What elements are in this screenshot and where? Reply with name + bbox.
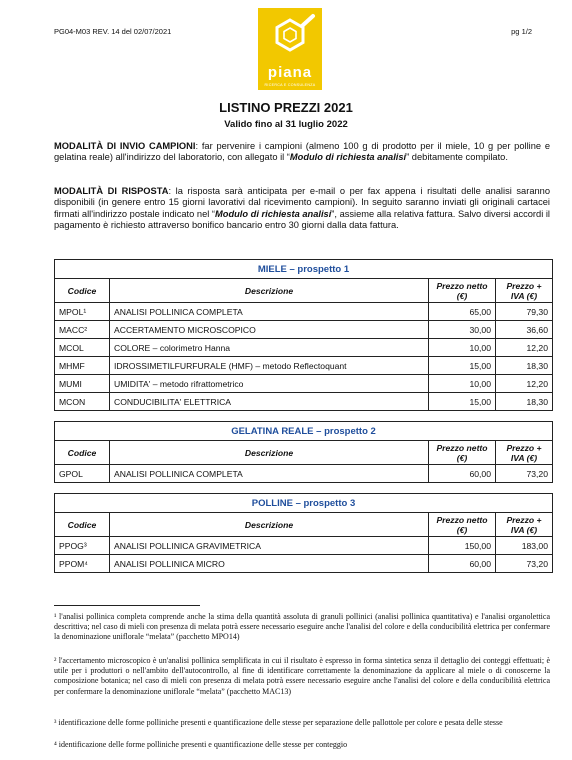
cell-description: ACCERTAMENTO MICROSCOPICO <box>110 321 429 339</box>
paragraph-risposta <box>54 186 550 231</box>
cell-price-iva: 73,20 <box>496 465 553 483</box>
cell-net-price: 10,00 <box>429 375 496 393</box>
price-table-polline <box>54 493 553 573</box>
column-header-description: Descrizione <box>110 513 429 537</box>
cell-price-iva: 18,30 <box>496 357 553 375</box>
company-logo <box>258 8 322 90</box>
cell-code: MCON <box>55 393 110 411</box>
table-title: POLLINE – prospetto 3 <box>55 494 553 513</box>
cell-code: MCOL <box>55 339 110 357</box>
cell-description: CONDUCIBILITA' ELETTRICA <box>110 393 429 411</box>
cell-code: GPOL <box>55 465 110 483</box>
cell-net-price: 65,00 <box>429 303 496 321</box>
cell-description: UMIDITA' – metodo rifrattometrico <box>110 375 429 393</box>
table-title: GELATINA REALE – prospetto 2 <box>55 422 553 441</box>
page-title: LISTINO PREZZI 2021 <box>219 100 353 115</box>
price-table-miele <box>54 259 553 411</box>
footnote-3: ³ identificazione delle forme polliniche presenti e quantificazione delle stesse per separazione delle pallottole per colore e pesata delle stesse <box>54 718 503 727</box>
cell-description: ANALISI POLLINICA GRAVIMETRICA <box>110 537 429 555</box>
cell-code: MUMI <box>55 375 110 393</box>
cell-net-price: 10,00 <box>429 339 496 357</box>
cell-price-iva: 12,20 <box>496 339 553 357</box>
paragraph-text: : la risposta sarà anticipata per e-mail o per fax appena i risultati delle analisi saranno disponibili (in genere entro 15 giorni lavorativi dal ricevimento campioni). In seguito saranno inviati gli originali cartacei firmati all'indirizzo postale indicato nel “ <box>54 186 551 219</box>
paragraph-label: MODALITÀ DI INVIO CAMPIONI <box>54 141 196 151</box>
cell-net-price: 15,00 <box>429 357 496 375</box>
cell-price-iva: 36,60 <box>496 321 553 339</box>
table-row <box>55 321 553 339</box>
hexagon-magnifier-icon <box>258 8 322 64</box>
column-header-description: Descrizione <box>110 279 429 303</box>
cell-net-price: 150,00 <box>429 537 496 555</box>
cell-price-iva: 73,20 <box>496 555 553 573</box>
cell-net-price: 30,00 <box>429 321 496 339</box>
paragraph-text: : far pervenire i campioni (almeno 100 g di prodotto per il miele, 10 g per polline e gelatina reale) all'indirizzo del laboratorio, con allegato il “ <box>54 141 550 163</box>
paragraph-invio-campioni <box>54 141 550 164</box>
table-row <box>55 357 553 375</box>
column-header-net-price: Prezzo netto (€) <box>429 279 496 303</box>
footnote-divider <box>54 605 200 606</box>
cell-price-iva: 183,00 <box>496 537 553 555</box>
cell-description: ANALISI POLLINICA COMPLETA <box>110 465 429 483</box>
column-header-code: Codice <box>55 513 110 537</box>
cell-net-price: 60,00 <box>429 555 496 573</box>
table-row <box>55 465 553 483</box>
column-header-price-iva: Prezzo + IVA (€) <box>496 513 553 537</box>
price-table-gelatina-reale <box>54 421 553 483</box>
footnote-2: ² l'accertamento microscopico è un'analisi pollinica semplificata in cui il risultato è espresso in forma sintetica senza il dettaglio dei conteggi effettuati; è utile per i produttori o nell'ambito dell'autocontrollo, al fine di identificare correttamente la denominazione da applicare al miele o di conoscerne la composizione botanica; nel caso di mieli con presenza di melata potrà essere necessario eseguire anche l'analisi del colore e della conducibilità elettrica per confermare la denominazione uniflorale “melata” (pacchetto MAC13) <box>54 656 550 696</box>
column-header-code: Codice <box>55 279 110 303</box>
cell-price-iva: 79,30 <box>496 303 553 321</box>
table-row <box>55 555 553 573</box>
form-name: Modulo di richiesta analisi <box>289 152 407 163</box>
page-subtitle: Valido fino al 31 luglio 2022 <box>224 119 348 130</box>
cell-description: IDROSSIMETILFURFURALE (HMF) – metodo Reflectoquant <box>110 357 429 375</box>
cell-price-iva: 12,20 <box>496 375 553 393</box>
column-header-price-iva: Prezzo + IVA (€) <box>496 279 553 303</box>
table-title: MIELE – prospetto 1 <box>55 260 553 279</box>
column-header-net-price: Prezzo netto (€) <box>429 441 496 465</box>
table-row <box>55 303 553 321</box>
cell-code: MPOL¹ <box>55 303 110 321</box>
column-header-net-price: Prezzo netto (€) <box>429 513 496 537</box>
cell-net-price: 60,00 <box>429 465 496 483</box>
cell-code: MACC² <box>55 321 110 339</box>
cell-description: ANALISI POLLINICA COMPLETA <box>110 303 429 321</box>
footnote-1: ¹ l'analisi pollinica completa comprende anche la stima della quantità assoluta di granuli pollinici (analisi pollinica quantitativa) e l'analisi organolettica descrittiva; nel caso di mieli con presenza di melata potrà essere necessario eseguire anche l'analisi del colore e della conducibilità elettrica per confermare la denominazione uniflorale “melata” (pacchetto MPO14) <box>54 612 550 642</box>
form-name: Modulo di richiesta analisi <box>215 208 332 219</box>
paragraph-label: MODALITÀ DI RISPOSTA <box>54 186 169 196</box>
table-row <box>55 537 553 555</box>
cell-code: PPOG³ <box>55 537 110 555</box>
column-header-code: Codice <box>55 441 110 465</box>
column-header-description: Descrizione <box>110 441 429 465</box>
table-row <box>55 375 553 393</box>
column-header-price-iva: Prezzo + IVA (€) <box>496 441 553 465</box>
table-row <box>55 393 553 411</box>
cell-description: COLORE – colorimetro Hanna <box>110 339 429 357</box>
document-reference: PG04-M03 REV. 14 del 02/07/2021 <box>54 27 172 36</box>
page-number: pg 1/2 <box>511 27 532 36</box>
logo-name: piana <box>267 64 313 81</box>
cell-net-price: 15,00 <box>429 393 496 411</box>
cell-code: MHMF <box>55 357 110 375</box>
paragraph-text: ” debitamente compilato. <box>406 152 508 163</box>
logo-tagline: RICERCA E CONSULENZA <box>264 83 316 87</box>
footnote-4: ⁴ identificazione delle forme polliniche presenti e quantificazione delle stesse per conteggio <box>54 740 348 749</box>
cell-description: ANALISI POLLINICA MICRO <box>110 555 429 573</box>
cell-price-iva: 18,30 <box>496 393 553 411</box>
paragraph-text: ”, assieme alla relativa fattura. Salvo diversi accordi il pagamento è richiesto attraverso bonifico bancario entro 30 giorni dalla data fattura. <box>54 208 550 230</box>
table-row <box>55 339 553 357</box>
cell-code: PPOM⁴ <box>55 555 110 573</box>
